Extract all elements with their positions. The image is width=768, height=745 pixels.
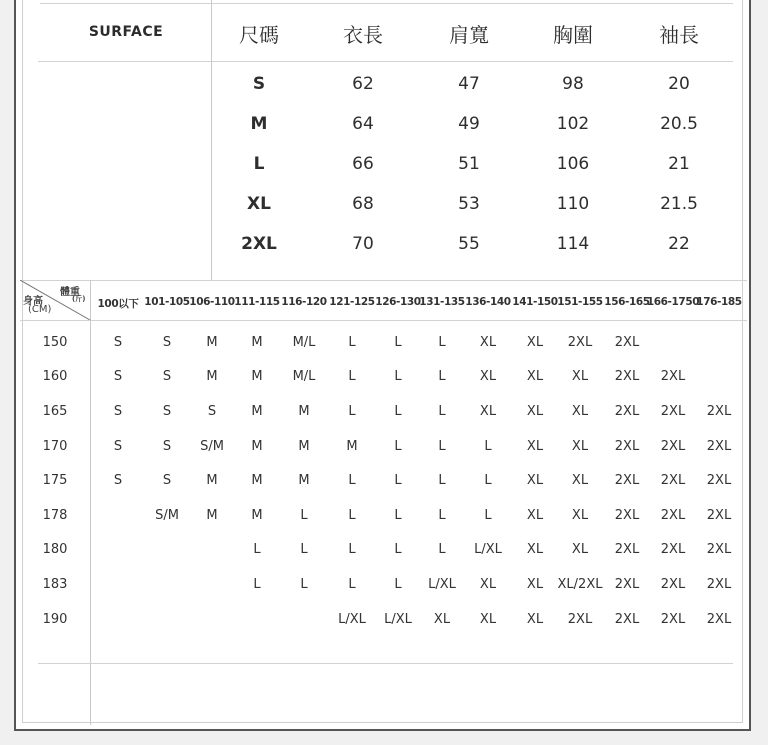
recommended-size-cell: XL: [526, 577, 544, 592]
recommended-size-cell: XL: [571, 508, 589, 523]
section-divider: [20, 280, 747, 281]
recommended-size-cell: XL: [526, 612, 544, 627]
measure-cell: 51: [458, 154, 480, 174]
recommended-size-cell: S/M: [200, 439, 224, 454]
measure-cell: 53: [458, 194, 480, 214]
recommended-size-cell: M: [206, 369, 218, 384]
weight-header: 141-150: [512, 296, 558, 308]
height-cell: 178: [42, 508, 68, 523]
recommended-size-cell: L: [394, 335, 402, 350]
measure-cell: 110: [556, 194, 590, 214]
recommended-size-cell: XL: [526, 404, 544, 419]
recommended-size-cell: M: [206, 335, 218, 350]
recommended-size-cell: L: [348, 577, 356, 592]
recommended-size-cell: M: [206, 508, 218, 523]
recommended-size-cell: XL: [571, 404, 589, 419]
size-col-header: 尺碼: [239, 23, 279, 47]
recommended-size-cell: S: [207, 404, 217, 419]
recommended-size-cell: 2XL: [706, 612, 732, 627]
recommended-size-cell: L: [300, 508, 308, 523]
recommended-size-cell: L: [438, 473, 446, 488]
recommended-size-cell: 2XL: [706, 577, 732, 592]
size-cell: S: [252, 74, 266, 94]
measure-cell: 20: [668, 74, 690, 94]
recommended-size-cell: XL: [571, 542, 589, 557]
recommended-size-cell: L: [253, 542, 261, 557]
measure-cell: 102: [556, 114, 590, 134]
measure-cell: 70: [352, 234, 374, 254]
recommended-size-cell: L: [348, 404, 356, 419]
recommended-size-cell: 2XL: [660, 508, 686, 523]
recommended-size-cell: L: [394, 404, 402, 419]
recommended-size-cell: M: [206, 473, 218, 488]
recommended-size-cell: L: [438, 439, 446, 454]
recommended-size-cell: L/XL: [428, 577, 456, 592]
recommended-size-cell: XL: [571, 439, 589, 454]
recommended-size-cell: S: [113, 369, 123, 384]
recommended-size-cell: 2XL: [614, 542, 640, 557]
recommended-size-cell: L: [438, 335, 446, 350]
measure-cell: 21: [668, 154, 690, 174]
recommended-size-cell: 2XL: [706, 473, 732, 488]
weight-header: 126-130: [375, 296, 421, 308]
recommended-size-cell: S: [113, 473, 123, 488]
recommended-size-cell: S/M: [155, 508, 179, 523]
measure-cell: 62: [352, 74, 374, 94]
recommended-size-cell: XL: [479, 404, 497, 419]
recommended-size-cell: 2XL: [614, 508, 640, 523]
recommended-size-cell: 2XL: [706, 404, 732, 419]
recommended-size-cell: L: [484, 439, 492, 454]
recommended-size-cell: L: [348, 335, 356, 350]
recommended-size-cell: L/XL: [384, 612, 412, 627]
recommended-size-cell: M/L: [292, 335, 316, 350]
recommended-size-cell: M/L: [292, 369, 316, 384]
size-cell: XL: [247, 194, 271, 214]
recommended-size-cell: M: [251, 369, 263, 384]
recommended-size-cell: M: [251, 335, 263, 350]
recommended-size-cell: L/XL: [338, 612, 366, 627]
recommended-size-cell: L: [300, 542, 308, 557]
measure-cell: 68: [352, 194, 374, 214]
brand-column-divider: [211, 0, 212, 280]
recommended-size-cell: 2XL: [660, 473, 686, 488]
recommended-size-cell: 2XL: [567, 612, 593, 627]
recommended-size-cell: XL: [479, 577, 497, 592]
recommended-size-cell: 2XL: [660, 612, 686, 627]
recommended-size-cell: XL: [479, 612, 497, 627]
height-cell: 170: [42, 439, 68, 454]
size-cell: 2XL: [241, 234, 277, 254]
recommended-size-cell: 2XL: [567, 335, 593, 350]
weight-header: 136-140: [465, 296, 511, 308]
corner-weight-unit: (斤): [72, 295, 86, 303]
weight-header: 100以下: [97, 298, 139, 310]
recommended-size-cell: XL: [571, 369, 589, 384]
size-col-header: 胸圍: [553, 23, 593, 47]
measure-cell: 106: [556, 154, 590, 174]
height-cell: 150: [42, 335, 68, 350]
size-col-header: 肩寬: [449, 23, 489, 47]
recommended-size-cell: L: [484, 473, 492, 488]
recommended-size-cell: L: [348, 369, 356, 384]
recommended-size-cell: L: [348, 473, 356, 488]
height-cell: 180: [42, 542, 68, 557]
recommended-size-cell: XL: [571, 473, 589, 488]
weight-header: 111-115: [234, 296, 280, 308]
recommended-size-cell: M: [251, 508, 263, 523]
recommended-size-cell: XL: [526, 542, 544, 557]
size-col-header: 袖長: [659, 23, 699, 47]
measure-cell: 47: [458, 74, 480, 94]
height-cell: 175: [42, 473, 68, 488]
recommended-size-cell: M: [251, 473, 263, 488]
recommended-size-cell: XL: [479, 335, 497, 350]
height-cell: 165: [42, 404, 68, 419]
height-cell: 190: [42, 612, 68, 627]
recommended-size-cell: XL: [526, 473, 544, 488]
recommended-size-cell: 2XL: [706, 542, 732, 557]
recommended-size-cell: S: [162, 404, 172, 419]
measure-cell: 55: [458, 234, 480, 254]
recommended-size-cell: M: [298, 473, 310, 488]
recommended-size-cell: L: [438, 369, 446, 384]
recommended-size-cell: M: [251, 439, 263, 454]
weight-header-divider: [20, 320, 747, 321]
corner-height-unit: (CM): [28, 304, 52, 315]
recommended-size-cell: 2XL: [660, 369, 686, 384]
measure-cell: 49: [458, 114, 480, 134]
weight-header: 121-125: [329, 296, 375, 308]
recommended-size-cell: XL/2XL: [557, 577, 603, 592]
weight-header: 106-110: [189, 296, 235, 308]
weight-header: 176-185: [696, 296, 742, 308]
recommended-size-cell: L: [394, 369, 402, 384]
recommended-size-cell: M: [298, 439, 310, 454]
size-cell: M: [250, 114, 268, 134]
recommended-size-cell: S: [162, 335, 172, 350]
measure-cell: 66: [352, 154, 374, 174]
recommended-size-cell: L: [253, 577, 261, 592]
weight-header: 116-120: [281, 296, 327, 308]
recommended-size-cell: S: [162, 473, 172, 488]
header-divider: [38, 61, 733, 62]
recommended-size-cell: M: [298, 404, 310, 419]
recommended-size-cell: M: [346, 439, 358, 454]
corner-height-label: 身高: [23, 296, 43, 307]
weight-header: 101-105: [144, 296, 190, 308]
recommended-size-cell: L: [484, 508, 492, 523]
size-cell: L: [253, 154, 265, 174]
recommended-size-cell: XL: [526, 335, 544, 350]
weight-header: 166-1750: [646, 296, 700, 308]
corner-weight-label: 體重: [60, 287, 80, 298]
recommended-size-cell: L: [348, 508, 356, 523]
weight-header: 151-155: [557, 296, 603, 308]
recommended-size-cell: S: [113, 439, 123, 454]
size-col-header: 衣長: [343, 23, 383, 47]
recommended-size-cell: 2XL: [614, 473, 640, 488]
recommended-size-cell: XL: [526, 439, 544, 454]
recommended-size-cell: 2XL: [660, 577, 686, 592]
recommended-size-cell: 2XL: [614, 577, 640, 592]
recommended-size-cell: 2XL: [614, 439, 640, 454]
recommended-size-cell: S: [162, 369, 172, 384]
recommended-size-cell: S: [113, 335, 123, 350]
measure-cell: 20.5: [660, 114, 698, 134]
recommended-size-cell: XL: [479, 369, 497, 384]
recommended-size-cell: L: [394, 508, 402, 523]
measure-cell: 64: [352, 114, 374, 134]
recommended-size-cell: 2XL: [660, 439, 686, 454]
height-cell: 160: [42, 369, 68, 384]
recommended-size-cell: L: [394, 577, 402, 592]
measure-cell: 22: [668, 234, 690, 254]
weight-header: 131-135: [419, 296, 465, 308]
recommended-size-cell: S: [113, 404, 123, 419]
recommended-size-cell: L: [348, 542, 356, 557]
recommended-size-cell: 2XL: [614, 404, 640, 419]
height-cell: 183: [42, 577, 68, 592]
recommended-size-cell: XL: [433, 612, 451, 627]
recommended-size-cell: L: [394, 473, 402, 488]
recommended-size-cell: M: [251, 404, 263, 419]
recommended-size-cell: L: [438, 404, 446, 419]
recommended-size-cell: 2XL: [660, 542, 686, 557]
recommended-size-cell: 2XL: [706, 508, 732, 523]
recommended-size-cell: L: [438, 508, 446, 523]
recommended-size-cell: XL: [526, 369, 544, 384]
recommended-size-cell: 2XL: [660, 404, 686, 419]
recommended-size-cell: L/XL: [474, 542, 502, 557]
recommended-size-cell: L: [394, 439, 402, 454]
measure-cell: 114: [556, 234, 590, 254]
measure-cell: 21.5: [660, 194, 698, 214]
bottom-divider: [38, 663, 733, 664]
measure-cell: 98: [562, 74, 584, 94]
recommended-size-cell: L: [394, 542, 402, 557]
weight-header: 156-165: [604, 296, 650, 308]
recommended-size-cell: L: [438, 542, 446, 557]
recommended-size-cell: 2XL: [706, 439, 732, 454]
recommended-size-cell: XL: [526, 508, 544, 523]
top-border: [40, 3, 733, 4]
recommended-size-cell: 2XL: [614, 612, 640, 627]
brand-label: SURFACE: [88, 24, 164, 40]
recommended-size-cell: 2XL: [614, 369, 640, 384]
recommended-size-cell: L: [300, 577, 308, 592]
recommended-size-cell: 2XL: [614, 335, 640, 350]
recommended-size-cell: S: [162, 439, 172, 454]
